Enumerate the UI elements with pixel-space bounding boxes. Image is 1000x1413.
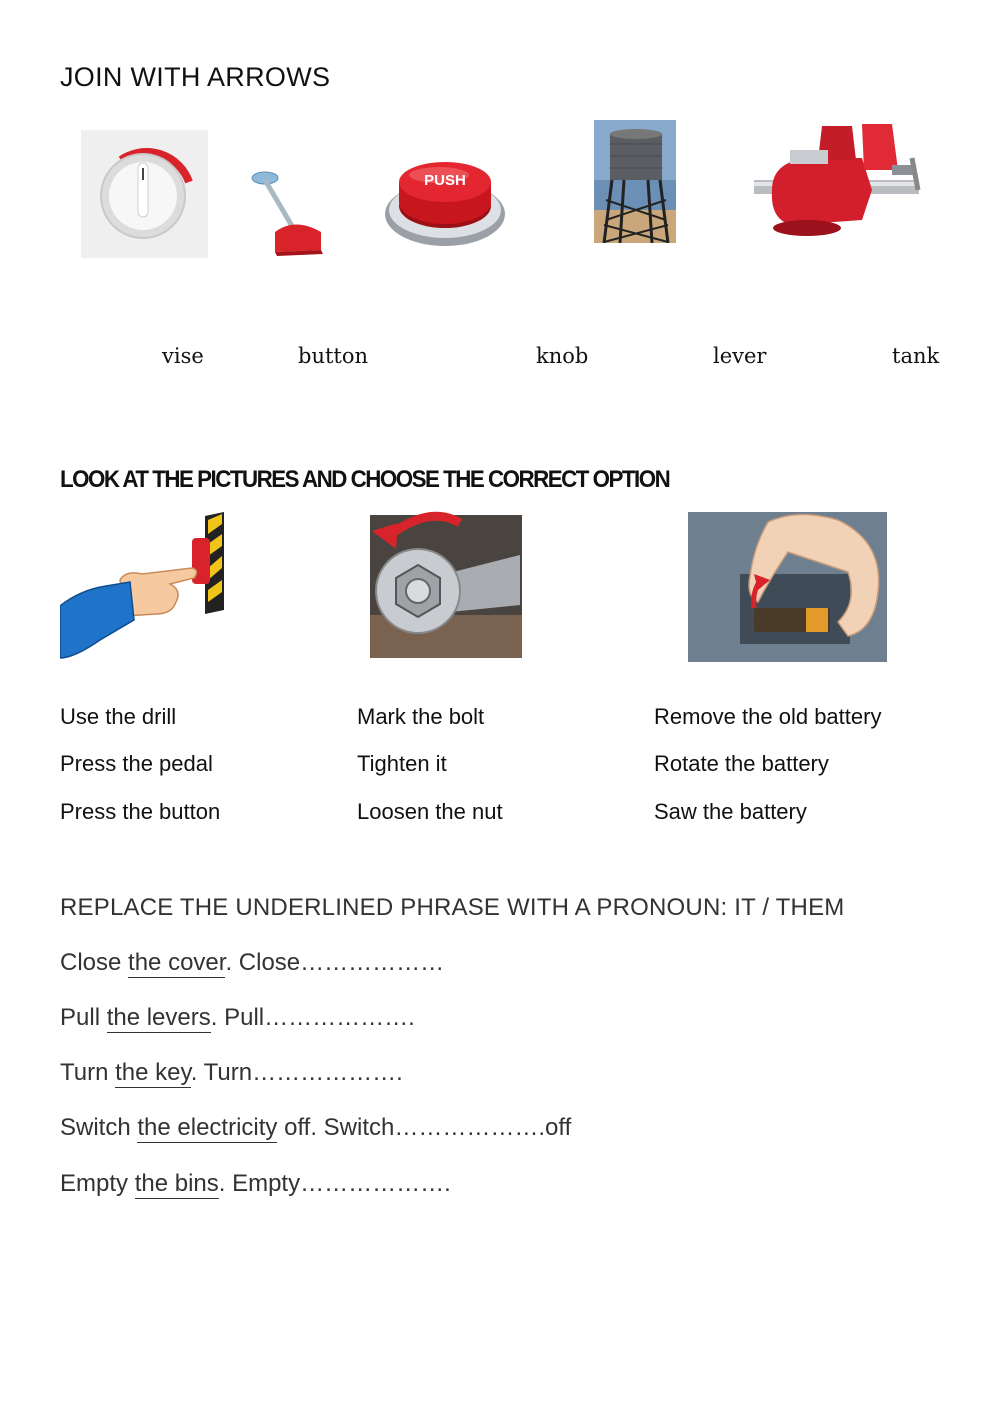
sentence-5-underlined: the bins: [134, 1170, 219, 1197]
sentence-1: [60, 949, 444, 977]
sentence-1-underlined: the cover: [128, 949, 226, 976]
sentence-4-answer-blank[interactable]: off. Switch……………….off: [277, 1114, 572, 1141]
section-2-title: LOOK AT THE PICTURES AND CHOOSE THE CORRECT OPTION: [60, 466, 670, 493]
sentence-2-before: Pull: [60, 1004, 107, 1031]
sentence-4-before: Switch: [60, 1114, 138, 1141]
sentence-5-answer-blank[interactable]: . Empty……………….: [218, 1170, 451, 1197]
battery-removal-icon: [688, 512, 887, 662]
sentence-5-before: Empty: [60, 1170, 135, 1197]
option-col3-3[interactable]: Saw the battery: [654, 799, 807, 824]
option-col3-1[interactable]: Remove the old battery: [654, 704, 882, 729]
sentence-2-underlined: the levers: [106, 1004, 211, 1031]
knob-icon: [81, 130, 208, 258]
option-col2-3[interactable]: Loosen the nut: [357, 799, 503, 824]
sentence-3-answer-blank[interactable]: . Turn……………….: [190, 1059, 403, 1086]
word-tank: tank: [892, 344, 940, 368]
push-label: PUSH: [424, 172, 466, 189]
word-button: button: [298, 344, 369, 368]
word-vise: vise: [162, 344, 204, 368]
option-col1-2[interactable]: Press the pedal: [60, 751, 213, 776]
sentence-3-underlined: the key: [115, 1059, 191, 1086]
sentence-4-underlined: the electricity: [137, 1114, 278, 1141]
sentence-3-before: Turn: [60, 1059, 116, 1086]
word-lever: lever: [713, 344, 767, 368]
sentence-2-answer-blank[interactable]: . Pull……………….: [210, 1004, 415, 1031]
water-tank-icon: [594, 120, 676, 243]
option-col3-2[interactable]: Rotate the battery: [654, 751, 829, 776]
section-3-title: REPLACE THE UNDERLINED PHRASE WITH A PRONOUN: IT / THEM: [60, 894, 845, 921]
sentence-5: [60, 1170, 451, 1198]
wrench-nut-icon: [370, 505, 522, 658]
option-col2-2[interactable]: Tighten it: [357, 751, 447, 776]
lever-icon: [245, 162, 330, 262]
sentence-1-answer-blank[interactable]: . Close………………: [225, 949, 445, 976]
sentence-4: [60, 1114, 571, 1142]
word-knob: knob: [536, 344, 589, 368]
sentence-2: [60, 1004, 415, 1032]
push-button-icon: [384, 150, 506, 250]
section-1-title: JOIN WITH ARROWS: [60, 62, 331, 92]
option-col2-1[interactable]: Mark the bolt: [357, 704, 485, 729]
sentence-1-before: Close: [60, 949, 129, 976]
finger-press-button-icon: [60, 510, 226, 660]
option-col1-3[interactable]: Press the button: [60, 799, 221, 824]
bench-vise-icon: [752, 120, 922, 240]
option-col1-1[interactable]: Use the drill: [60, 704, 177, 729]
sentence-3: [60, 1059, 403, 1087]
